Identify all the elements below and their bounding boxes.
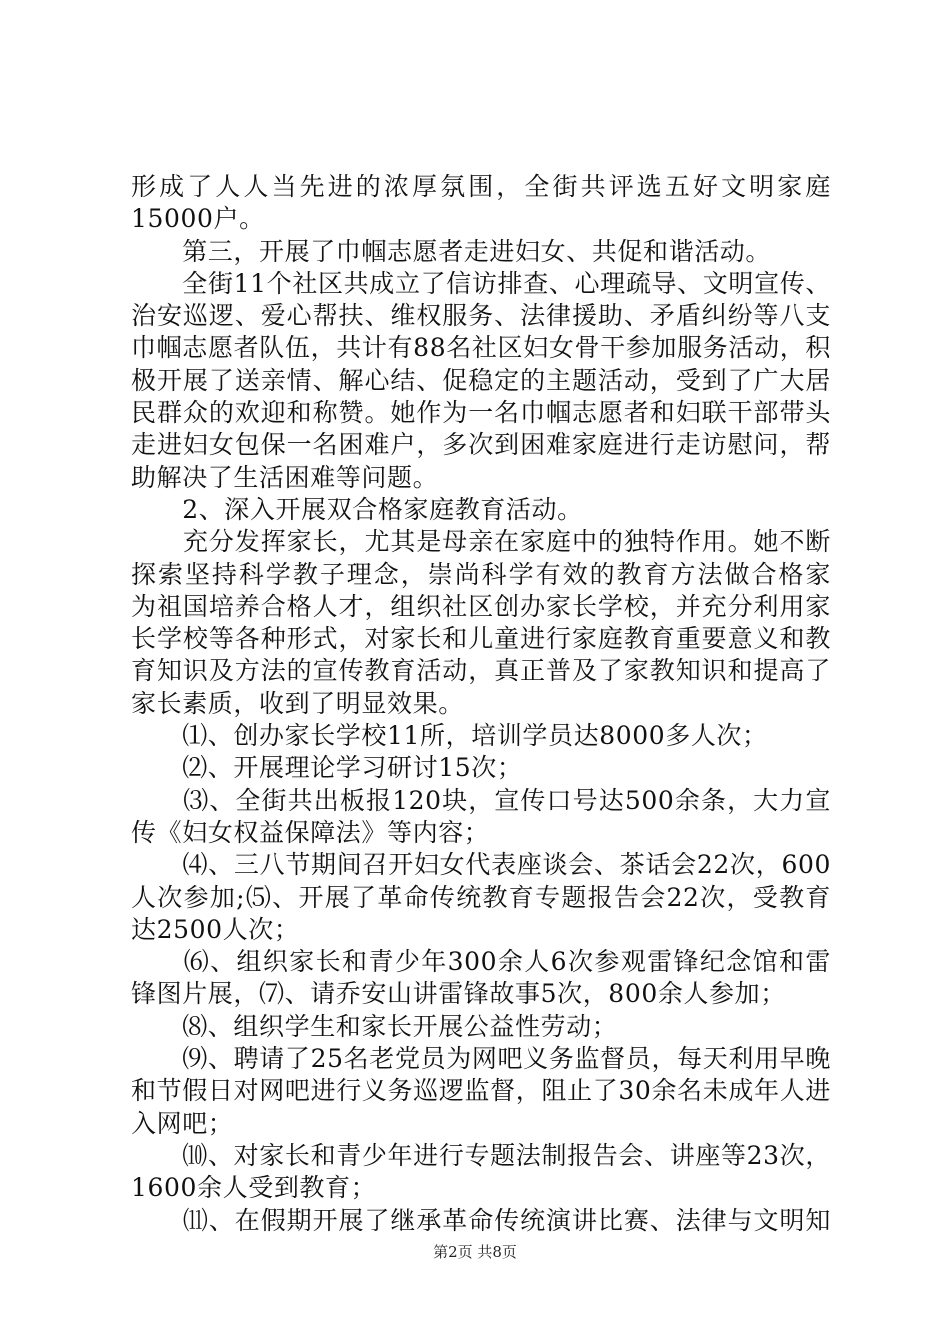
text-line: 走进妇女包保一名困难户，多次到困难家庭进行走访慰问，帮 (131, 430, 831, 460)
text-line: ⑾、在假期开展了继承革命传统演讲比赛、法律与文明知 (131, 1205, 831, 1235)
text-line: 治安巡逻、爱心帮扶、维权服务、法律援助、矛盾纠纷等八支 (131, 301, 831, 331)
page-footer: 第2页 共8页 (433, 1243, 517, 1261)
text-line: ⑽、对家长和青少年进行专题法制报告会、讲座等23次， (131, 1140, 831, 1170)
text-line: 第三，开展了巾帼志愿者走进妇女、共促和谐活动。 (131, 236, 772, 266)
text-line: ⑼、聘请了25名老党员为网吧义务监督员，每天利用早晚 (131, 1044, 831, 1074)
text-line: 民群众的欢迎和称赞。她作为一名巾帼志愿者和妇联干部带头 (131, 398, 831, 428)
text-line: 长学校等各种形式，对家长和儿童进行家庭教育重要意义和教 (131, 624, 831, 654)
text-line: ⑻、组织学生和家长开展公益性劳动； (131, 1011, 618, 1041)
text-line: 入网吧； (131, 1108, 234, 1138)
text-line: 15000户。 (131, 204, 265, 234)
text-line: 全街11个社区共成立了信访排查、心理疏导、文明宣传、 (131, 268, 831, 298)
body-text (131, 171, 831, 1237)
text-line: 锋图片展，⑺、请乔安山讲雷锋故事5次，800余人参加； (131, 979, 786, 1009)
text-line: ⑴、创办家长学校11所，培训学员达8000多人次； (131, 721, 768, 751)
text-line: 传《妇女权益保障法》等内容； (131, 817, 490, 847)
text-line: 巾帼志愿者队伍，共计有88名社区妇女骨干参加服务活动，积 (131, 333, 831, 363)
text-line: 家长素质，收到了明显效果。 (131, 688, 464, 718)
text-line: 助解决了生活困难等问题。 (131, 462, 439, 492)
text-line: ⑵、开展理论学习研讨15次； (131, 753, 523, 783)
text-line: 人次参加;⑸、开展了革命传统教育专题报告会22次，受教育 (131, 882, 831, 912)
text-line: 为祖国培养合格人才，组织社区创办家长学校，并充分利用家 (131, 591, 831, 621)
text-line: 充分发挥家长，尤其是母亲在家庭中的独特作用。她不断 (131, 527, 831, 557)
text-line: 形成了人人当先进的浓厚氛围，全街共评选五好文明家庭 (131, 172, 831, 201)
text-line: 和节假日对网吧进行义务巡逻监督，阻止了30余名未成年人进 (131, 1076, 831, 1106)
text-line: ⑹、组织家长和青少年300余人6次参观雷锋纪念馆和雷 (131, 947, 831, 977)
text-line: 1600余人受到教育； (131, 1173, 377, 1203)
text-line: ⑷、三八节期间召开妇女代表座谈会、茶话会22次，600 (131, 850, 831, 880)
text-line: ⑶、全街共出板报120块，宣传口号达500余条，大力宣 (131, 785, 831, 815)
text-line: 育知识及方法的宣传教育活动，真正普及了家教知识和提高了 (131, 656, 831, 686)
text-line: 极开展了送亲情、解心结、促稳定的主题活动，受到了广大居 (131, 365, 831, 395)
text-line: 探索坚持科学教子理念，崇尚科学有效的教育方法做合格家 (131, 559, 831, 589)
text-line: 2、深入开展双合格家庭教育活动。 (131, 494, 583, 524)
text-line: 达2500人次； (131, 914, 300, 944)
